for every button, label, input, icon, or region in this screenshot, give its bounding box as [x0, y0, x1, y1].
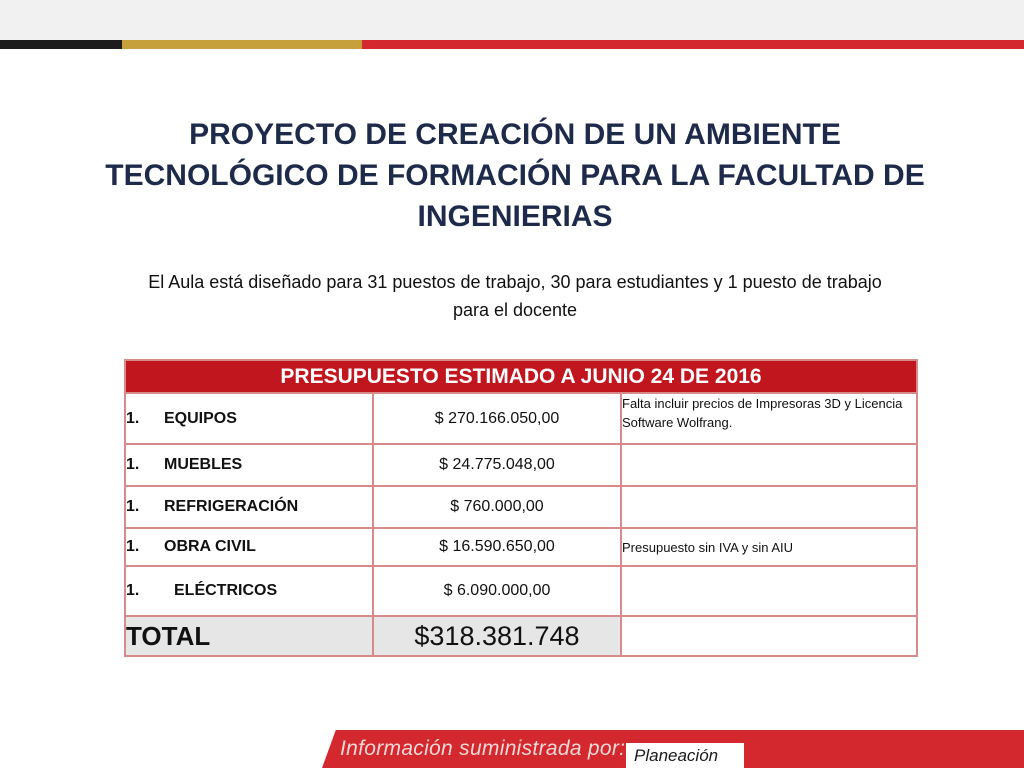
stripe-red	[362, 40, 1024, 49]
slide-title: PROYECTO DE CREACIÓN DE UN AMBIENTE TECNOLÓGICO DE FORMACIÓN PARA LA FACULTAD DE INGENIERIAS	[105, 118, 925, 233]
table-row	[125, 566, 917, 616]
row-amount: $ 270.166.050,00	[373, 393, 621, 444]
slide-subtitle: El Aula está diseñado para 31 puestos de trabajo, 30 para estudiantes y 1 puesto de trabajo para el docente	[148, 272, 882, 320]
row-number: 1.	[126, 456, 140, 473]
row-number: 1.	[126, 498, 140, 515]
table-row	[125, 393, 917, 444]
row-amount: $ 24.775.048,00	[373, 444, 621, 486]
table-header: PRESUPUESTO ESTIMADO A JUNIO 24 DE 2016	[125, 360, 917, 393]
footer-source: Planeación	[626, 743, 744, 768]
row-label-electricos	[125, 566, 373, 616]
row-label-refrigeracion	[125, 486, 373, 528]
row-amount: $ 16.590.650,00	[373, 528, 621, 566]
row-label: OBRA CIVIL	[164, 538, 256, 555]
footer-label: Información suministrada por:	[340, 737, 626, 760]
stripe-gold	[122, 40, 362, 49]
stripe-black	[0, 40, 122, 49]
table-header-row	[125, 360, 917, 393]
row-label: ELÉCTRICOS	[174, 582, 278, 599]
row-amount: $ 6.090.000,00	[373, 566, 621, 616]
row-note	[621, 486, 917, 528]
top-band	[0, 0, 1024, 40]
table-row	[125, 486, 917, 528]
row-note: Presupuesto sin IVA y sin AIU	[621, 528, 917, 566]
row-number: 1.	[126, 409, 140, 427]
row-amount: $ 760.000,00	[373, 486, 621, 528]
row-label-equipos	[125, 393, 373, 444]
table-total-row	[125, 616, 917, 656]
table-row	[125, 444, 917, 486]
row-label: REFRIGERACIÓN	[164, 498, 299, 515]
row-note: Falta incluir precios de Impresoras 3D y Licencia Software Wolfrang.	[621, 393, 917, 444]
row-number: 1.	[126, 582, 140, 599]
row-note	[621, 444, 917, 486]
total-note	[621, 616, 917, 656]
row-label: EQUIPOS	[164, 409, 237, 427]
table-row	[125, 528, 917, 566]
row-note	[621, 566, 917, 616]
row-label-muebles	[125, 444, 373, 486]
row-label: MUEBLES	[164, 456, 243, 473]
total-amount: $318.381.748	[373, 616, 621, 656]
budget-table	[124, 359, 918, 657]
row-number: 1.	[126, 538, 140, 555]
row-label-obra-civil	[125, 528, 373, 566]
total-label: TOTAL	[125, 616, 373, 656]
